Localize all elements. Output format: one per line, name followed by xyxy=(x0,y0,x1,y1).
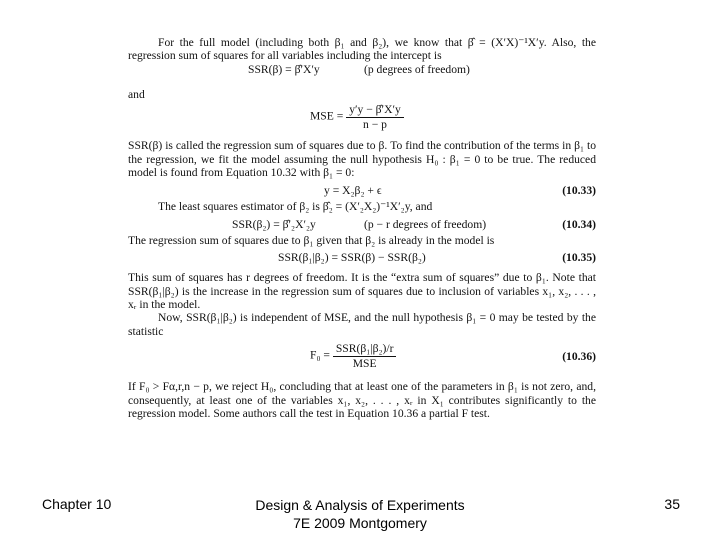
equation-f-numerator: SSR(β₁|β₂)/r xyxy=(333,342,397,356)
footer-chapter: Chapter 10 xyxy=(42,496,112,512)
equation-number-10-33: (10.33) xyxy=(562,184,596,198)
equation-mse xyxy=(128,101,596,135)
page-number: 35 xyxy=(664,496,680,512)
equation-ssr-beta2: SSR(β₂) = β̂′₂X′₂y xyxy=(232,217,316,231)
paragraph-extra-ss-dof: This sum of squares has r degrees of freedom. It is the “extra sum of squares” due to β₁. Note that SSR(β₁|β₂) is the increase in the regression sum of squares due to inclusion of variables x₁, x₂, . . . , xᵣ in the model. xyxy=(128,271,596,312)
footer-book-title xyxy=(200,496,520,532)
equation-extra-ss: SSR(β₁|β₂) = SSR(β) − SSR(β₂) xyxy=(278,251,426,265)
paragraph-full-model: For the full model (including both β₁ and β₂), we know that β̂ = (X′X)⁻¹X′y. Also, the regression sum of squares for all variables including the intercept is xyxy=(128,36,596,63)
paragraph-least-squares: The least squares estimator of β₂ is β̂₂ = (X′₂X₂)⁻¹X′₂y, and xyxy=(158,200,433,214)
equation-f-lhs: F₀ = xyxy=(310,348,330,362)
equation-10-33 xyxy=(128,184,596,200)
equation-ssr-dof: (p degrees of freedom) xyxy=(364,62,470,76)
paragraph-independence: Now, SSR(β₁|β₂) is independent of MSE, and the null hypothesis β₁ = 0 may be tested by the statistic xyxy=(128,311,596,338)
equation-ssr-full xyxy=(128,63,596,79)
footer-title-line2: 7E 2009 Montgomery xyxy=(293,515,427,531)
paragraph-and: and xyxy=(128,87,145,101)
equation-mse-lhs: MSE = xyxy=(310,109,344,123)
equation-number-10-34: (10.34) xyxy=(562,217,596,231)
equation-10-36 xyxy=(128,340,596,374)
footer-title-line1: Design & Analysis of Experiments xyxy=(255,497,465,513)
paragraph-extra-ss-intro: The regression sum of squares due to β₁ given that β₂ is already in the model is xyxy=(128,233,495,247)
equation-mse-denominator: n − p xyxy=(363,117,387,131)
paragraph-conclusion: If F₀ > Fα,r,n − p, we reject H₀, concluding that at least one of the parameters in β₁ is not zero, and, consequently, at least one of the variables x₁, x₂, . . . , xᵣ in X₁ contributes significantly to the regression model. Some authors call the test in Equation 10.36 a partial F test. xyxy=(128,380,596,421)
equation-number-10-36: (10.36) xyxy=(562,350,596,364)
paragraph-reduced-model: SSR(β) is called the regression sum of squares due to β. To find the contribution of the terms in β₁ to the regression, we fit the model assuming the null hypothesis H₀ : β₁ = 0 to be true. The reduced model is found from Equation 10.32 with β₁ = 0: xyxy=(128,139,596,180)
equation-reduced-model: y = X₂β₂ + ϵ xyxy=(324,184,382,198)
equation-mse-numerator: y′y − β̂′X′y xyxy=(346,103,404,117)
equation-number-10-35: (10.35) xyxy=(562,251,596,265)
equation-f-denominator: MSE xyxy=(352,356,377,370)
equation-10-35 xyxy=(128,251,596,267)
equation-mse-fraction xyxy=(346,103,404,131)
equation-f-fraction xyxy=(333,342,397,370)
equation-10-34 xyxy=(128,218,596,234)
page-text xyxy=(128,36,596,421)
equation-ssr-beta: SSR(β) = β̂′X′y xyxy=(248,62,320,76)
equation-ssr-beta2-dof: (p − r degrees of freedom) xyxy=(364,217,487,231)
